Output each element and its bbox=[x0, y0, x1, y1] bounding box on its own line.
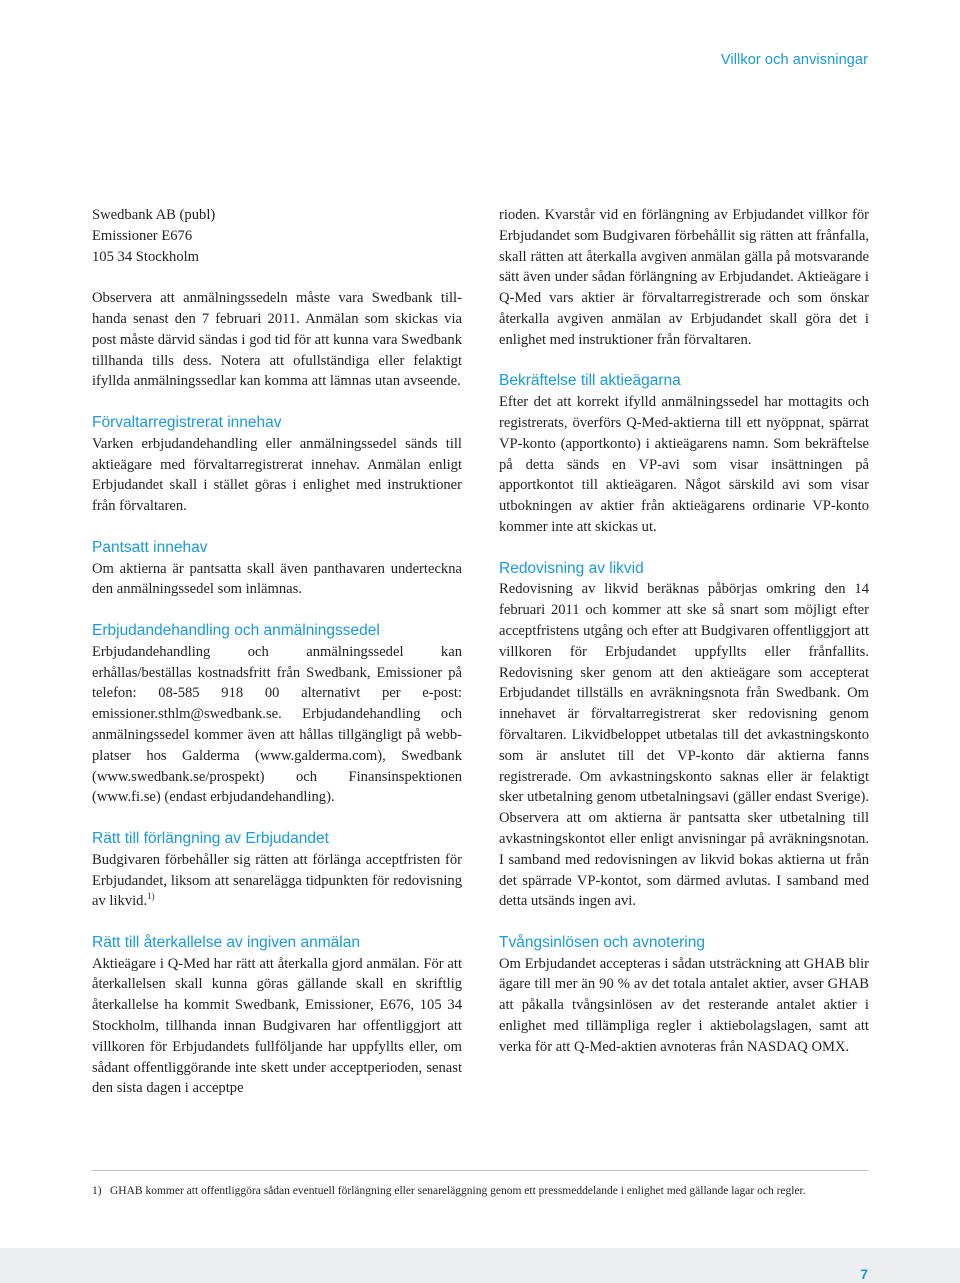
heading-bekraftelse: Bekräftelse till aktieägarna bbox=[499, 372, 681, 390]
page-number: 7 bbox=[860, 1266, 868, 1282]
forlangning-text: Budgivaren förbehåller sig rätten att förlänga acceptfristen för Erbjudandet, liksom att senarelägga tidpunkten för redovisning av likvid. bbox=[92, 851, 462, 910]
section-title: Villkor och anvisningar bbox=[720, 52, 868, 68]
paragraph-tvangsinlosen: Om Erbjudandet accepteras i sådan utsträckning att GHAB blir ägare till mer än 90 % av det totala antalet aktier, avser GHAB att påkalla tvångsinlösen av det resterande antalet aktier i enlighet med tillämpliga regler i aktiebolagslagen, samt att verka för att Q-Med-aktien avnoteras från NASDAQ OMX. bbox=[499, 955, 869, 1055]
heading-forlangning: Rätt till förlängning av Erbjudandet bbox=[92, 829, 329, 847]
paragraph-redovisning: Redovisning av likvid beräknas påbörjas omkring den 14 februari 2011 och kommer att ske så snart som möjligt efter acceptfristens utgång och efter att Budgivaren offentliggjort att villkoren för Erbjudandet uppfyllts eller frånfallits. Redovisning sker genom att den aktieägare som accepterat Erbjudandet tillställs en avräkningsnota från Swedbank. Om innehavet är förvaltarregistrerat sker redovisning genom förvaltaren. Likvidbeloppet utbetalas till det avkastningskonto som är anslutet till det VP-konto där aktierna fanns registrerade. Om avkastningskonto saknas eller är felaktigt sker utbetalning genom utbetalningsavi (gäller endast Sverige). Observera att om aktierna är pantsatta sker utbetalning till avkastningskontot eller enligt anvisningar på avräkningsnotan. I samband med redovisningen av likvid bokas aktierna ut från det spärrade VP-kontot, som därmed avlutas. I samband med detta utsänds ingen avi. bbox=[499, 581, 869, 910]
footnote-reference: 1) bbox=[147, 891, 155, 902]
paragraph-forlangning bbox=[92, 850, 462, 912]
paragraph-aterkallelse: Aktieägare i Q-Med har rätt att återkalla gjord anmälan. För att återkallelsen skall kunna göras gällande skall en skriftlig återkallelse ha kommit Swedbank, Emissioner, E676, 105 34 Stockholm, tillhanda innan Budgivaren har offentliggjort att villkoren för Erbjudandets fullföljande har uppfyllts eller, om sådant offentliggörande inte skett under acceptperioden, senast den sista dagen i acceptpe bbox=[92, 955, 462, 1097]
heading-erbjudandehandling: Erbjudandehandling och anmälningssedel bbox=[92, 621, 380, 639]
paragraph-aterkallelse-continued: rioden. Kvarstår vid en förlängning av Erbjudandet villkor för Erbjudandet som Budgivaren förbehållit sig rätten att frånfalla, skall rätten att återkalla avgiven anmälan gälla på motsvarande sätt även under sådan förlängning av Erbjudandet. Aktieägare i Q-Med vars aktier är förvaltarregistrerade och som önskar återkalla avgiven anmälan av Erbjudandet skall göra det i enlighet med instruktioner från förvaltaren. bbox=[499, 207, 869, 348]
paragraph-erbjudandehandling: Erbjudandehandling och anmälningssedel kan erhållas/beställas kostnadsfritt från Swedbank, Emissioner på telefon: 08-585 918 00 alternativt per e-post: emissioner.sthlm@swedbank.se. Erbjudandehandling och anmälningssedel kommer även att hållas tillgängligt på webbplatser hos Galderma (www.galderma.com), Swedbank (www.swedbank.se/prospekt) och Finansinspektionen (www.fi.se) (endast erbjudandehandling). bbox=[92, 643, 462, 806]
right-column bbox=[499, 205, 869, 1058]
heading-pantsatt: Pantsatt innehav bbox=[92, 538, 208, 556]
heading-aterkallelse: Rätt till återkallelse av ingiven anmälan bbox=[92, 933, 360, 951]
heading-tvangsinlosen: Tvångsinlösen och avnotering bbox=[499, 933, 705, 951]
paragraph-pantsatt: Om aktierna är pantsatta skall även panthavaren underteckna den anmälningssedel som inlämnas. bbox=[92, 560, 462, 598]
mailing-address bbox=[92, 205, 462, 267]
footnote bbox=[92, 1184, 892, 1198]
footnote-text: GHAB kommer att offentliggöra sådan eventuell förlängning eller senareläggning genom ett pressmeddelande i enlighet med gällande lagar och regler. bbox=[110, 1185, 806, 1197]
paragraph-bekraftelse: Efter det att korrekt ifylld anmälningssedel har mottagits och registrerats, överförs Q-Med-aktierna till ett nyöppnat, spärrat VP-konto (apportkonto) i aktieägarens namn. Som bekräftelse på detta sänds en VP-avi som visar insättningen på apportkontot till aktieägaren. Något särskild avi som visar utbokningen av aktier från aktieägarens ordinarie VP-konto kommer inte att skickas ut. bbox=[499, 394, 869, 535]
footer-bar bbox=[0, 1248, 960, 1283]
address-line-1: Swedbank AB (publ) bbox=[92, 207, 216, 223]
heading-redovisning: Redovisning av likvid bbox=[499, 559, 644, 577]
address-line-2: Emissioner E676 bbox=[92, 227, 193, 244]
paragraph-forvaltarregistrerat: Varken erbjudandehandling eller anmälningssedel sänds till aktieägare med förvaltarregistrerat innehav. Anmälan enligt Erbjudandet skall i stället göras i enlighet med instruktioner från förvaltaren. bbox=[92, 435, 462, 515]
left-column bbox=[92, 205, 462, 1099]
address-line-3: 105 34 Stockholm bbox=[92, 248, 200, 265]
footnote-divider bbox=[92, 1170, 868, 1171]
footnote-number: 1) bbox=[92, 1185, 102, 1197]
intro-paragraph: Observera att anmälningssedeln måste vara Swedbank tillhanda senast den 7 februari 2011. Anmälan som skickas via post måste därvid sändas i god tid för att kunna vara Swedbank tillhanda tills dess. Notera att ofullständiga eller felaktigt ifyllda anmälningssedlar kan komma att lämnas utan avseende. bbox=[92, 290, 462, 390]
heading-forvaltarregistrerat: Förvaltarregistrerat innehav bbox=[92, 413, 282, 431]
